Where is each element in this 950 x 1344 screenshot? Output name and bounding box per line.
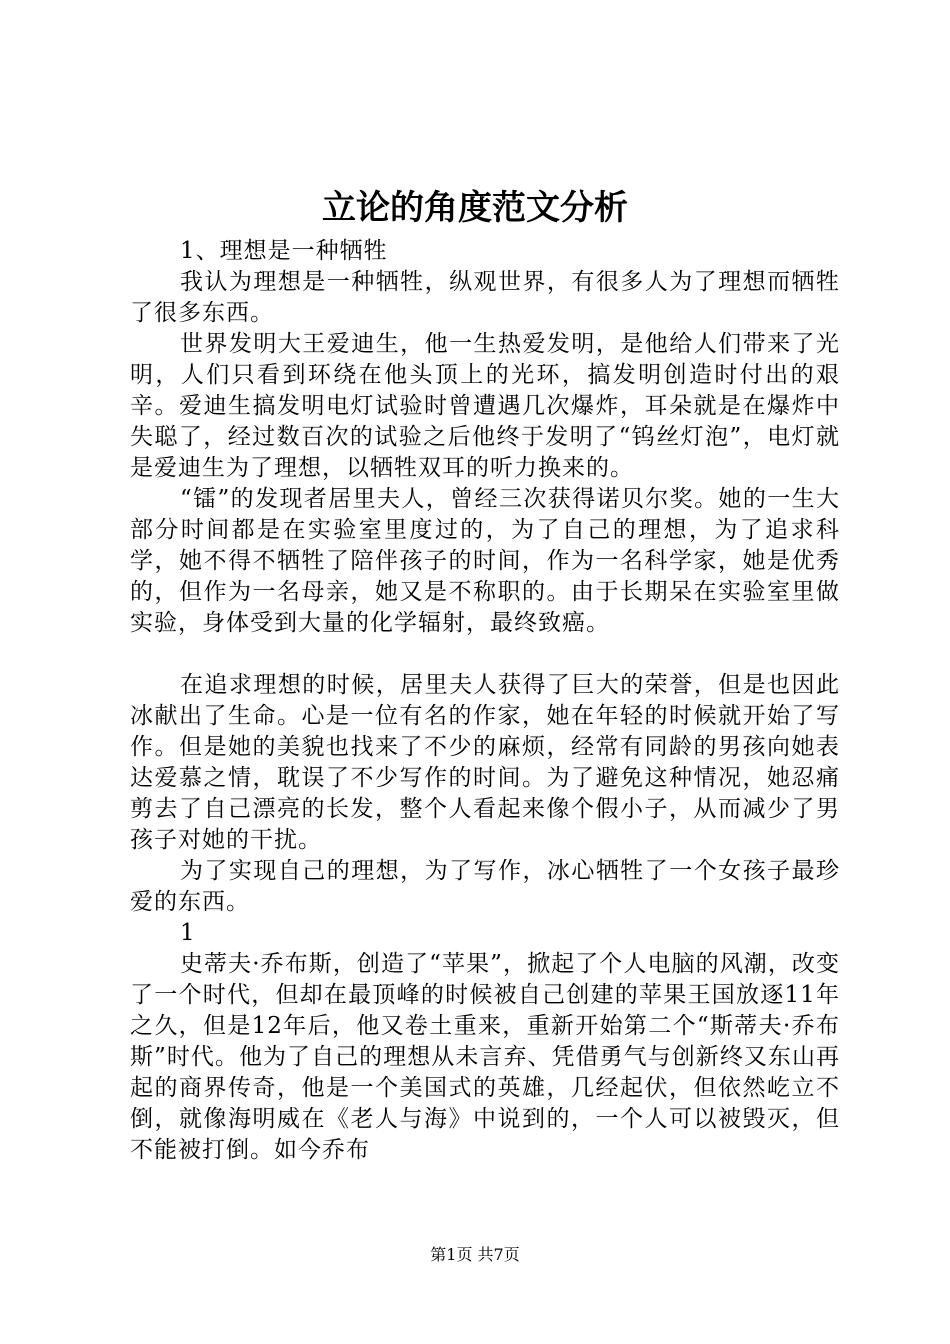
paragraph: 在追求理想的时候，居里夫人获得了巨大的荣誉，但是也因此冰献出了生命。心是一位有名的作家，她在年轻的时候就开始了写作。但是她的美貌也找来了不少的麻烦，经常有同龄的男孩向她表达爱慕之情，耽误了不少写作的时间。为了避免这种情况，她忍痛剪去了自己漂亮的长发，整个人看起来像个假小子，从而减少了男孩子对她的干扰。 (130, 672, 840, 853)
paragraph: 史蒂夫·乔布斯，创造了“苹果”，掀起了个人电脑的风潮，改变了一个时代，但却在最顶峰的时候被自己创建的苹果王国放逐11年之久，但是12年后，他又卷土重来，重新开始第二个“斯蒂夫·乔布斯”时代。他为了自己的理想从未言弃、凭借勇气与创新终又东山再起的商界传奇，他是一个美国式的英雄，几经起伏，但依然屹立不倒，就像海明威在《老人与海》中说到的，一个人可以被毁灭，但不能被打倒。如今乔布 (130, 951, 840, 1163)
section-heading: 1、理想是一种牺牲 (180, 238, 388, 264)
paragraph: 1 (180, 920, 196, 946)
paragraph: “镭”的发现者居里夫人，曾经三次获得诺贝尔奖。她的一生大部分时间都是在实验室里度过的，为了自己的理想，为了追求科学，她不得不牺牲了陪伴孩子的时间，作为一名科学家，她是优秀的，但作为一名母亲，她又是不称职的。由于长期呆在实验室里做实验，身体受到大量的化学辐射，最终致癌。 (130, 486, 840, 636)
blank-line (130, 639, 840, 670)
document-body (130, 236, 840, 1166)
document-title: 立论的角度范文分析 (322, 188, 628, 228)
page-footer: 第1页 共7页 (430, 1245, 520, 1264)
paragraph: 为了实现自己的理想，为了写作，冰心牺牲了一个女孩子最珍爱的东西。 (130, 858, 840, 915)
paragraph: 世界发明大王爱迪生，他一生热爱发明，是他给人们带来了光明，人们只看到环绕在他头顶上的光环，搞发明创造时付出的艰辛。爱迪生搞发明电灯试验时曾遭遇几次爆炸，耳朵就是在爆炸中失聪了，经过数百次的试验之后他终于发明了“钨丝灯泡”，电灯就是爱迪生为了理想，以牺牲双耳的听力换来的。 (130, 331, 840, 481)
paragraph: 我认为理想是一种牺牲，纵观世界，有很多人为了理想而牺牲了很多东西。 (130, 269, 840, 326)
